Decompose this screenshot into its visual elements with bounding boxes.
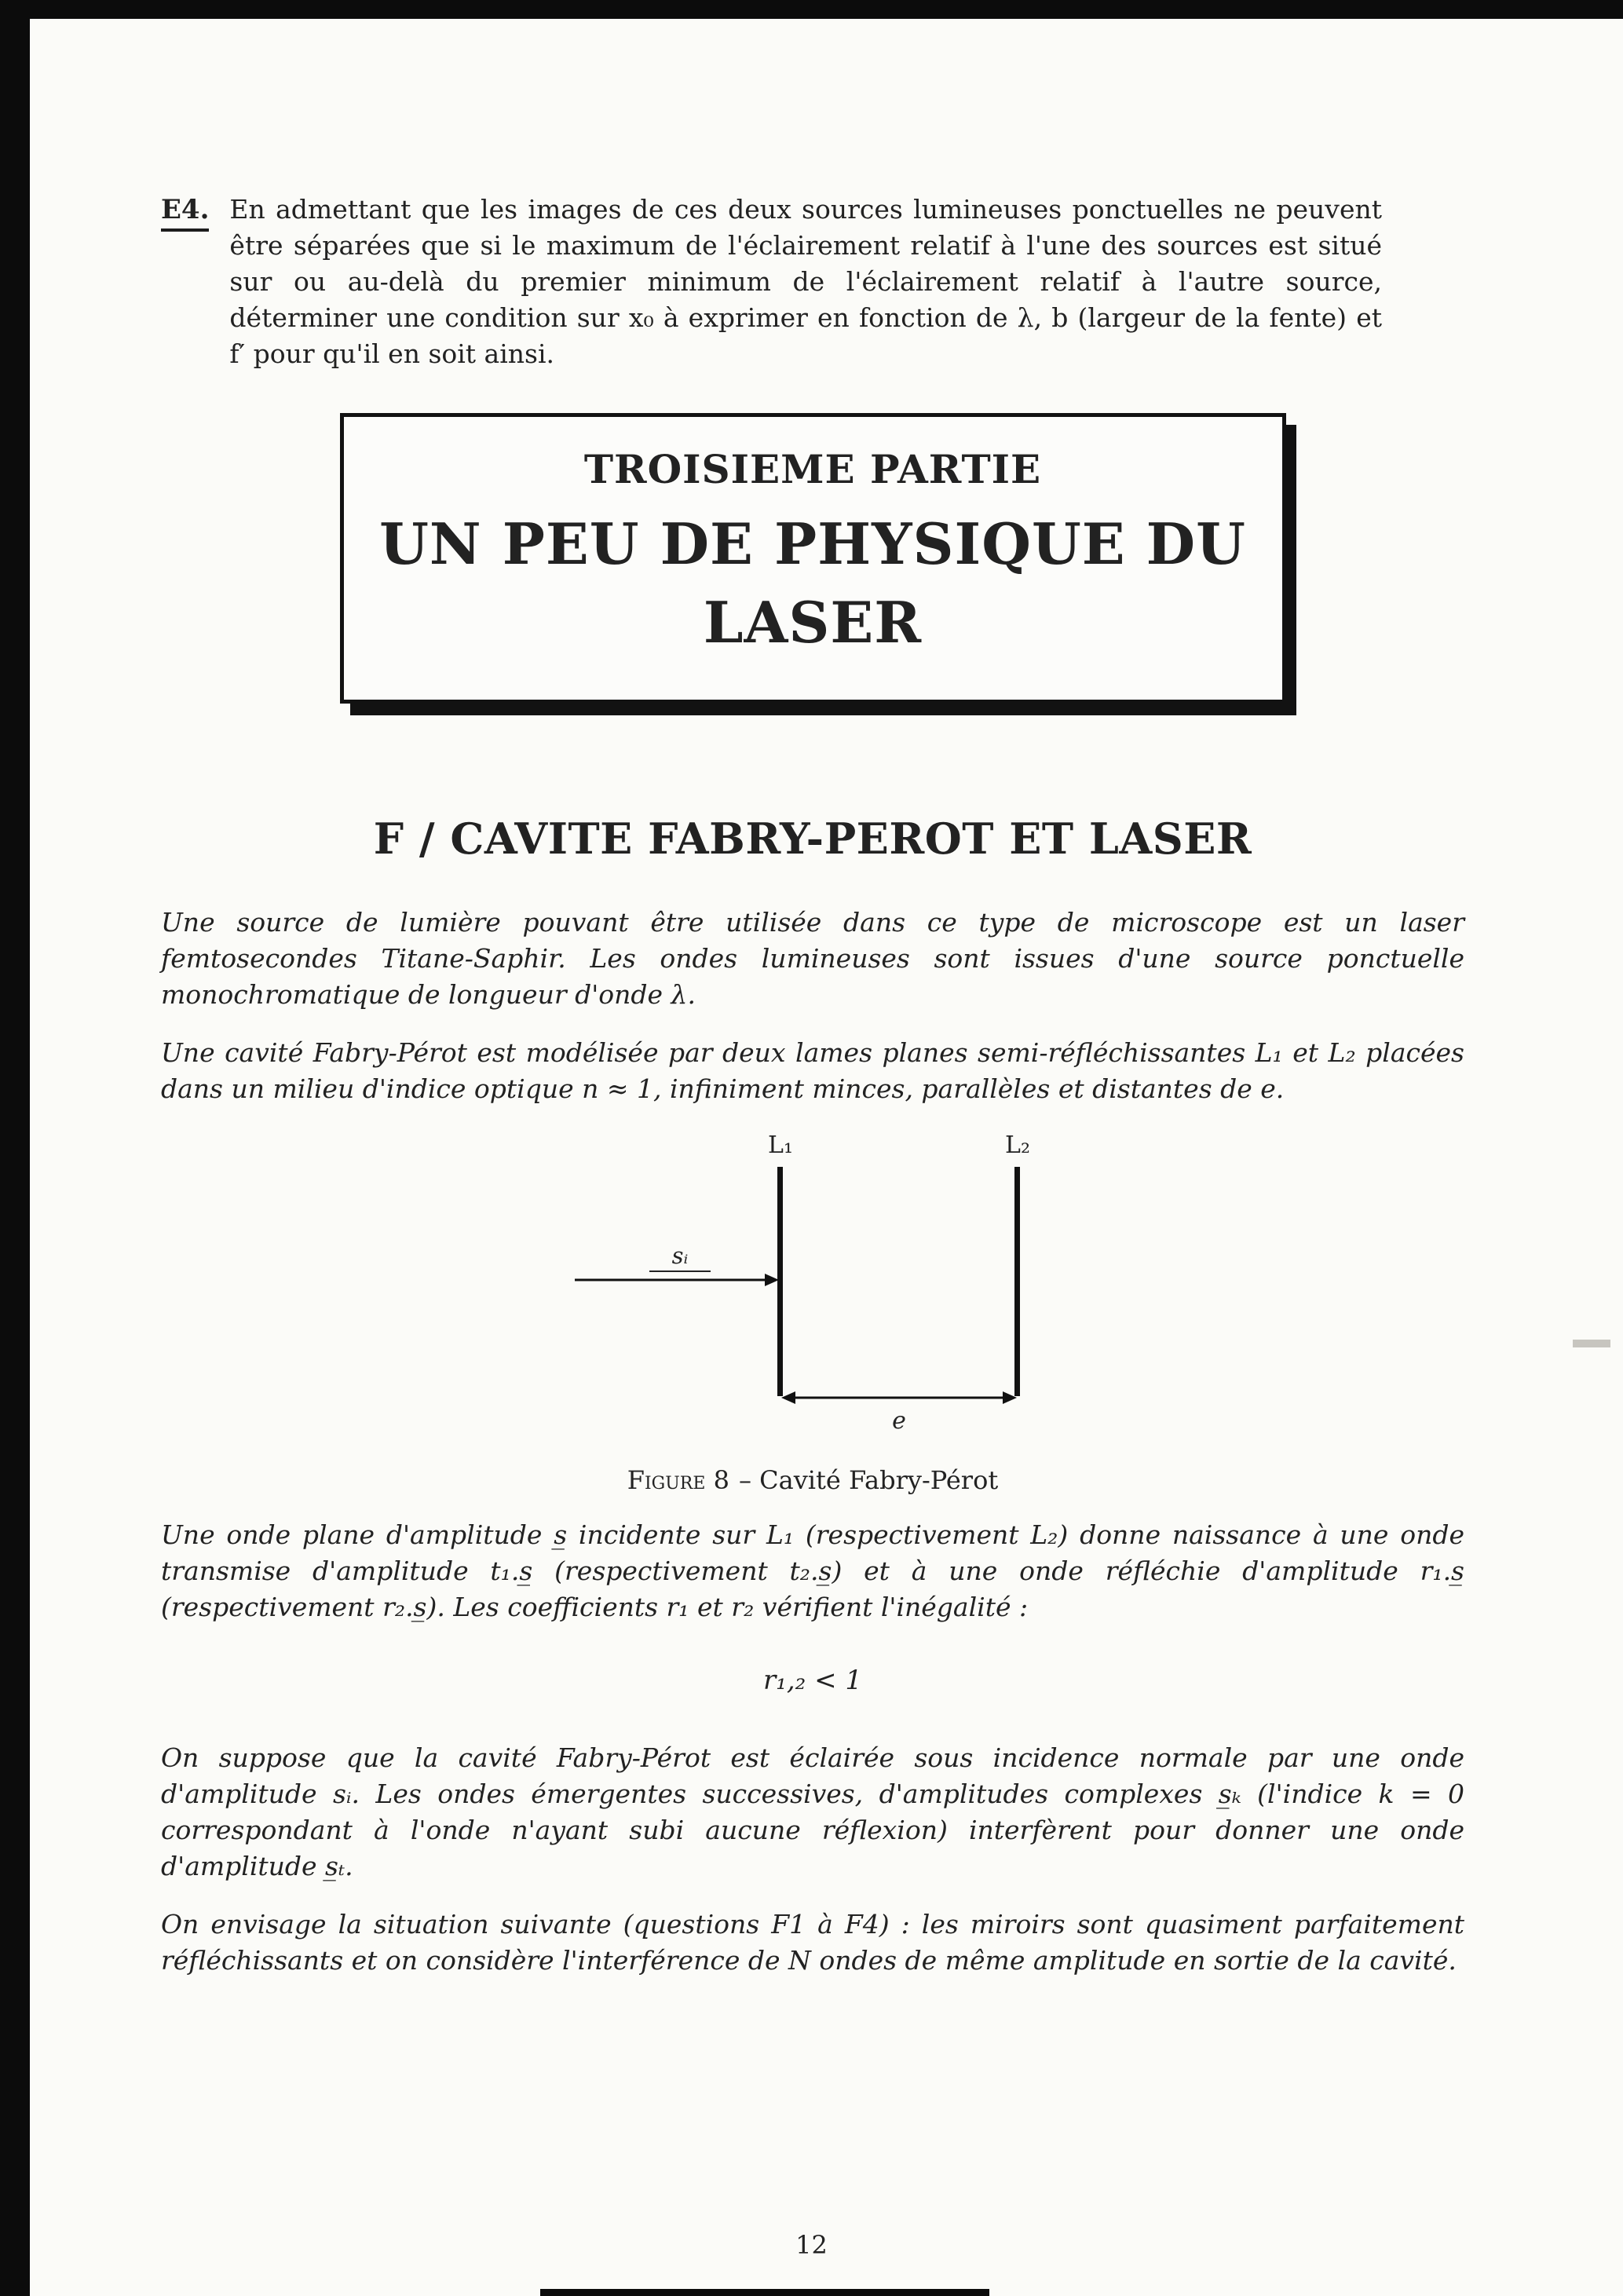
paragraph-onde: Une onde plane d'amplitude s̲ incidente sur L₁ (respectivement L₂) donne naissance à une onde transmise d'amplitude t₁.s̲ (respectivement t₂.s̲) et à une onde réfléchie d'amplitude r₁.s̲ (respectivement r₂.s̲). Les coefficients r₁ et r₂ vérifient l'inégalité : [161, 1519, 1464, 1622]
scan-edge-top [0, 0, 1623, 19]
part-kicker: TROISIEME PARTIE [583, 446, 1042, 492]
page-number: 12 [795, 2230, 828, 2260]
part-title [366, 505, 1260, 662]
paragraph-intro-2: Une cavité Fabry-Pérot est modélisée par deux lames planes semi-réfléchissantes L₁ et L₂ placées dans un milieu d'indice optique n ≈ 1, infiniment minces, parallèles et distantes de e. [161, 1037, 1464, 1104]
question-label: E4. [161, 192, 209, 232]
mirror-l1-label: L₁ [768, 1132, 793, 1159]
fabry-perot-figure [161, 1131, 1464, 1446]
figure-caption-text: – Cavité Fabry-Pérot [738, 1465, 999, 1495]
paragraph-suppose: On suppose que la cavité Fabry-Pérot est éclairée sous incidence normale par une onde d'amplitude sᵢ. Les ondes émergentes successives, d'amplitudes complexes s̲ₖ (l'indice k = 0 correspondant à l'onde n'ayant subi aucune réflexion) interfèrent pour donner une onde d'amplitude s̲ₜ. [161, 1742, 1464, 1881]
scan-smudge [1573, 1340, 1610, 1347]
part-title-line-2: LASER [703, 589, 923, 656]
mirror-l2-label: L₂ [1005, 1132, 1030, 1159]
cavity-length-label: e [892, 1407, 906, 1435]
incident-wave-label: sᵢ [649, 1242, 711, 1272]
paragraph-intro-1: Une source de lumière pouvant être utilisée dans ce type de microscope est un laser femtosecondes Titane-Saphir. Les ondes lumineuses sont issues d'une source ponctuelle monochromatique de longueur d'onde λ. [161, 907, 1464, 1010]
mirror-l2-line [1014, 1167, 1020, 1396]
question-e4 [161, 192, 1382, 372]
cavity-length-arrow [780, 1387, 1018, 1409]
figure-caption [161, 1465, 1464, 1495]
paragraph-envisage: On envisage la situation suivante (questions F1 à F4) : les miroirs sont quasiment parfaitement réfléchissants et on considère l'interférence de N ondes de même amplitude en sortie de la cavité. [161, 1909, 1464, 1976]
scan-edge-bottom [540, 2289, 989, 2296]
scan-edge-left [0, 0, 30, 2296]
incident-arrow [575, 1267, 780, 1292]
question-text: En admettant que les images de ces deux sources lumineuses ponctuelles ne peuvent être séparées que si le maximum de l'éclairement relatif à l'une des sources est situé sur ou au-delà du premier minimum de l'éclairement relatif à l'autre source, déterminer une condition sur x₀ à exprimer en fonction de λ, b (largeur de la fente) et f′ pour qu'il en soit ainsi. [229, 194, 1382, 369]
part-title-line-1: UN PEU DE PHYSIQUE DU [379, 510, 1246, 577]
part-title-box [340, 413, 1286, 704]
figure-caption-number: Figure 8 [627, 1465, 729, 1495]
equation-r12: r₁,₂ < 1 [762, 1665, 863, 1696]
section-heading: F / CAVITE FABRY-PEROT ET LASER [373, 813, 1252, 864]
